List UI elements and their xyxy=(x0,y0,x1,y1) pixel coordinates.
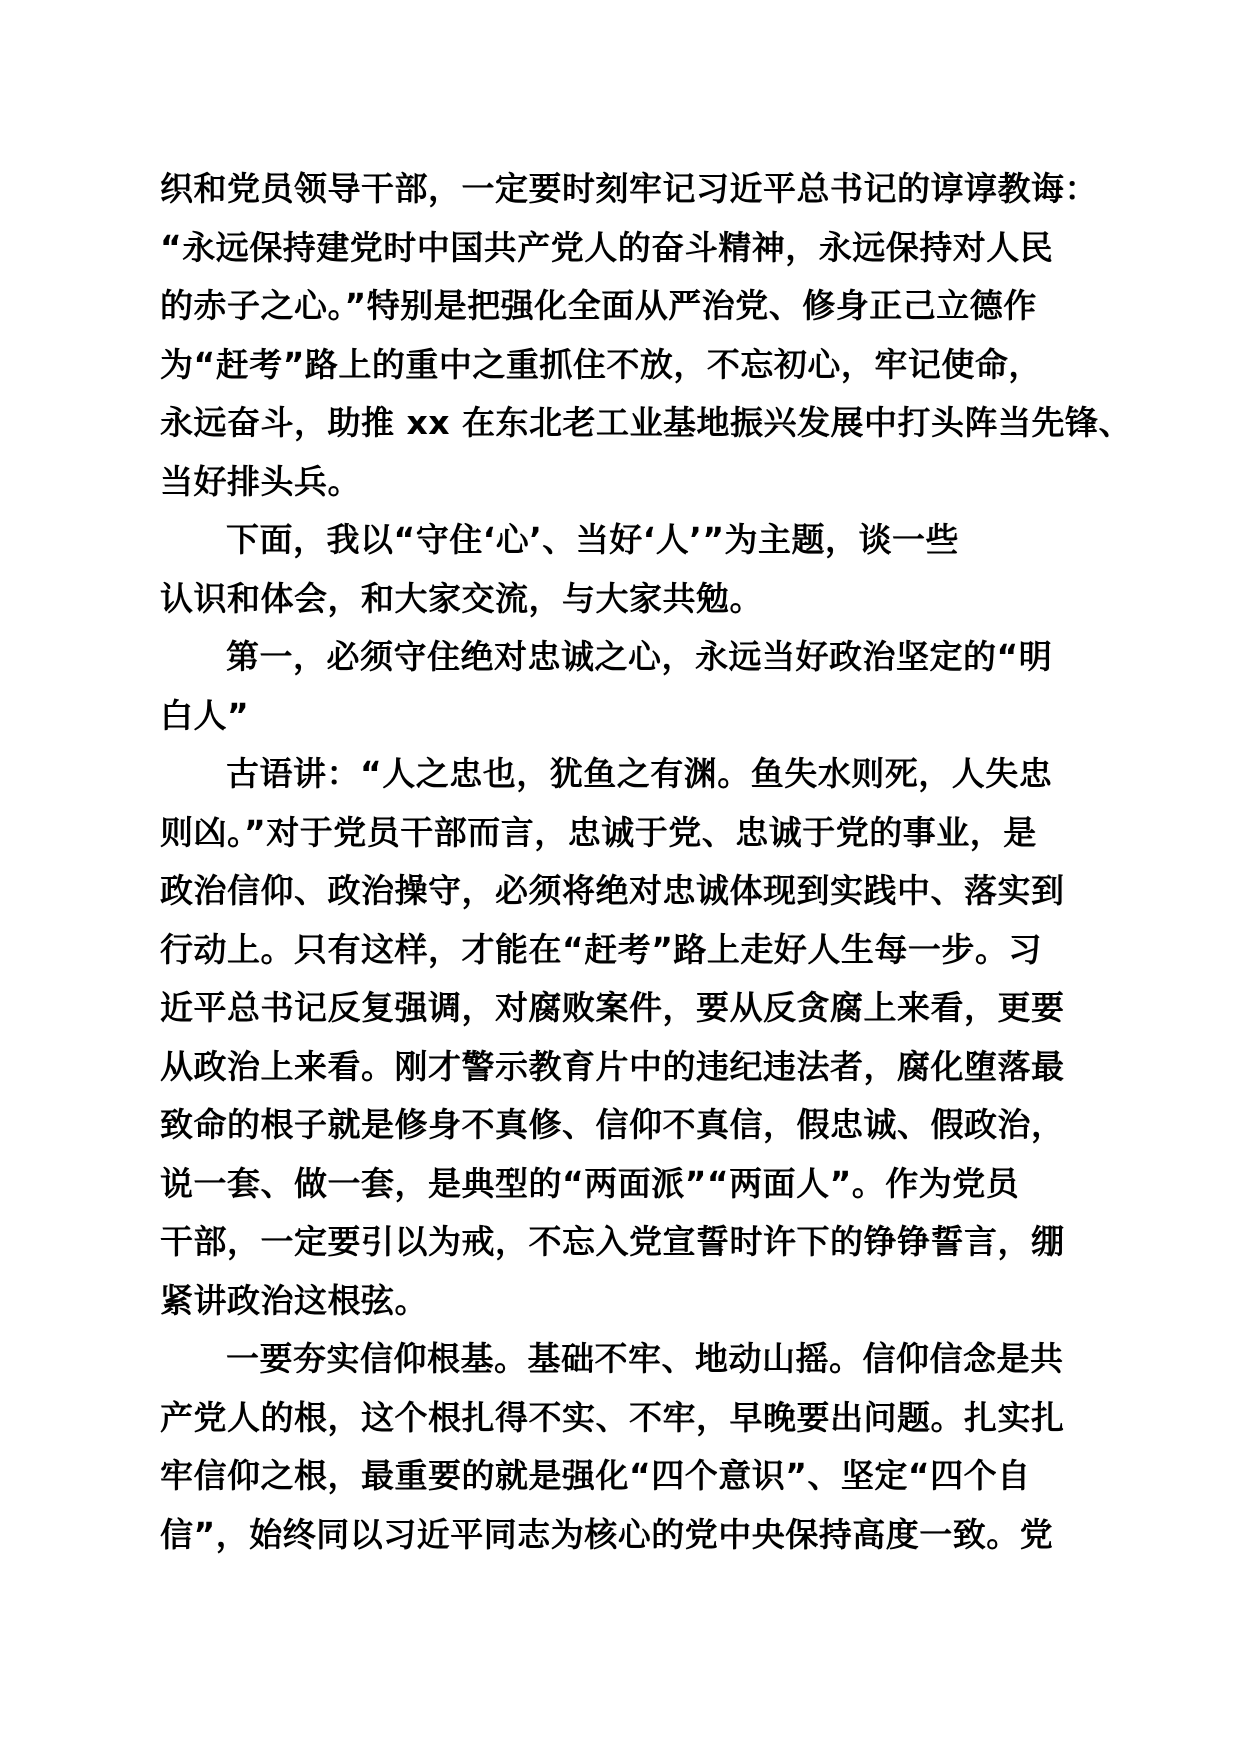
text-line: 信”，始终同以习近平同志为核心的党中央保持高度一致。党 xyxy=(160,1514,1054,1554)
text-line: 从政治上来看。刚才警示教育片中的违纪违法者，腐化堕落最 xyxy=(160,1046,1065,1086)
text-line: 说一套、做一套，是典型的“两面派”“两面人”。作为党员 xyxy=(160,1163,1020,1203)
paragraph-start-line: 一要夯实信仰根基。基础不牢、地动山摇。信仰信念是共 xyxy=(226,1339,1064,1378)
text-line: 当好排头兵。 xyxy=(160,461,361,501)
paragraph-start-line: 古语讲：“人之忠也，犹鱼之有渊。鱼失水则死，人失忠 xyxy=(226,754,1053,793)
text-line: 则凶。”对于党员干部而言，忠诚于党、忠诚于党的事业，是 xyxy=(160,812,1037,852)
text-line: 致命的根子就是修身不真修、信仰不真信，假忠诚、假政治， xyxy=(160,1105,1065,1144)
text-line: 永远奋斗，助推 xx 在东北老工业基地振兴发展中打头阵当先锋、 xyxy=(160,403,1133,442)
text-line: “永远保持建党时中国共产党人的奋斗精神，永远保持对人民 xyxy=(160,227,1054,267)
text-line: 政治信仰、政治操守，必须将绝对忠诚体现到实践中、落实到 xyxy=(160,871,1065,910)
text-line: 织和党员领导干部，一定要时刻牢记习近平总书记的谆谆教诲： xyxy=(160,169,1098,208)
text-line: 紧讲政治这根弦。 xyxy=(160,1280,428,1320)
section-heading-line: 白人” xyxy=(160,695,250,735)
section-heading-line: 第一，必须守住绝对忠诚之心，永远当好政治坚定的“明 xyxy=(226,637,1053,676)
text-line: 的赤子之心。”特别是把强化全面从严治党、修身正己立德作 xyxy=(160,286,1037,325)
text-line: 牢信仰之根，最重要的就是强化“四个意识”、坚定“四个自 xyxy=(160,1456,1031,1495)
text-line: 行动上。只有这样，才能在“赶考”路上走好人生每一步。习 xyxy=(160,929,1042,969)
body-text xyxy=(160,160,1133,1564)
paragraph-start-line: 下面，我以“守住‘心’、当好‘人’”为主题，谈一些 xyxy=(226,520,960,559)
text-line: 产党人的根，这个根扎得不实、不牢，早晚要出问题。扎实扎 xyxy=(160,1397,1065,1437)
text-line: 近平总书记反复强调，对腐败案件，要从反贪腐上来看，更要 xyxy=(160,988,1065,1027)
text-line: 干部，一定要引以为戒，不忘入党宣誓时许下的铮铮誓言，绷 xyxy=(160,1222,1065,1261)
text-line: 为“赶考”路上的重中之重抓住不放，不忘初心，牢记使命， xyxy=(160,344,1042,384)
text-line: 认识和体会，和大家交流，与大家共勉。 xyxy=(160,578,763,618)
